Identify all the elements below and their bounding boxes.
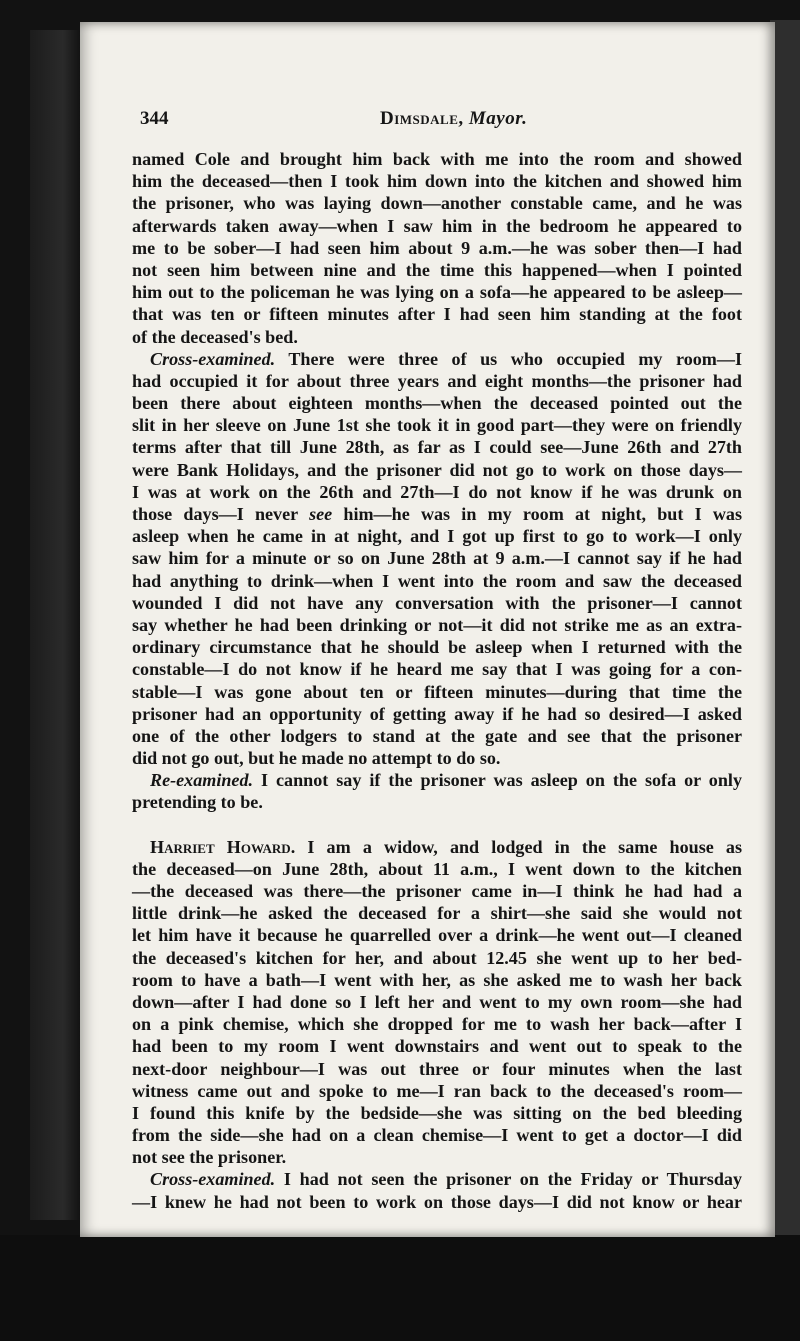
cross-examination-first-line bbox=[132, 1168, 742, 1190]
paragraph-gap bbox=[132, 814, 742, 836]
text-run: him—he was in my room at night, but I was bbox=[343, 504, 743, 524]
text-line: —I knew he had not been to work on those days—I did not know or hear bbox=[132, 1191, 742, 1212]
text-line: I was at work on the 26th and 27th—I do not know if he was drunk on bbox=[132, 481, 742, 502]
text-line: the deceased's kitchen for her, and about 12.45 she went up to her bed- bbox=[132, 947, 742, 968]
text-line: room to have a bath—I went with her, as she asked me to wash her back bbox=[132, 969, 742, 990]
text-line: say whether he had been drinking or not—it did not strike me as an extra- bbox=[132, 614, 742, 635]
text-line: stable—I was gone about ten or fifteen minutes—during that time the bbox=[132, 681, 742, 702]
text-line: him the deceased—then I took him down into the kitchen and showed him bbox=[132, 171, 742, 192]
text-line: from the side—she had on a clean chemise—I went to get a doctor—I did bbox=[132, 1125, 742, 1146]
re-examined-label: Re-examined. bbox=[150, 770, 254, 791]
book-left-edge bbox=[30, 30, 85, 1220]
text-line: saw him for a minute or so on June 28th at 9 a.m.—I cannot say if he had bbox=[132, 548, 742, 569]
page-number: 344 bbox=[140, 108, 169, 129]
text-line: the deceased—on June 28th, about 11 a.m., I went down to the kitchen bbox=[132, 858, 742, 879]
page-header bbox=[140, 108, 740, 136]
text-line: him out to the policeman he was lying on a sofa—he appeared to be asleep— bbox=[132, 282, 742, 303]
text-line: had been to my room I went downstairs and went out to speak to the bbox=[132, 1036, 742, 1057]
text-line: little drink—he asked the deceased for a shirt—she said she would not bbox=[132, 903, 742, 924]
text-line: let him have it because he quarrelled over a drink—he went out—I cleaned bbox=[132, 925, 742, 946]
text-line: constable—I do not know if he heard me say that I was going for a con- bbox=[132, 659, 742, 680]
text-line: slit in her sleeve on June 1st she took it in good part—they were on friendly bbox=[132, 415, 742, 436]
cross-examined-label: Cross-examined. bbox=[150, 1169, 276, 1190]
text-line: pretending to be. bbox=[132, 792, 263, 813]
text-run: I cannot say if the prisoner was asleep on the sofa or only bbox=[261, 770, 742, 791]
text-line: named Cole and brought him back with me into the room and showed bbox=[132, 149, 742, 169]
text-line: not see the prisoner. bbox=[132, 1147, 287, 1168]
scan-bottom-band bbox=[0, 1235, 800, 1341]
text-line: were Bank Holidays, and the prisoner did not go to work on those days— bbox=[132, 459, 742, 480]
body-text bbox=[132, 148, 742, 1213]
text-line: of the deceased's bed. bbox=[132, 326, 298, 347]
text-line: been there about eighteen months—when the deceased pointed out the bbox=[132, 393, 742, 414]
text-line: on a pink chemise, which she dropped for me to wash her back—after I bbox=[132, 1014, 742, 1035]
witness-first-line bbox=[132, 836, 742, 858]
running-head-title: Mayor. bbox=[468, 108, 528, 129]
re-examination-first-line bbox=[132, 769, 742, 791]
text-run: I am a widow, and lodged in the same house as bbox=[307, 836, 742, 857]
text-run: those days—I never bbox=[132, 504, 298, 524]
text-line: down—after I had done so I left her and went to my own room—she had bbox=[132, 991, 742, 1012]
text-line: had anything to drink—when I went into the room and saw the deceased bbox=[132, 570, 742, 591]
text-line: asleep when he came in at night, and I got up first to go to work—I only bbox=[132, 526, 742, 547]
text-line: —the deceased was there—the prisoner came in—I think he had had a bbox=[132, 881, 742, 901]
text-line: prisoner had an opportunity of getting away if he had so desired—I asked bbox=[132, 703, 742, 724]
text-run: There were three of us who occupied my room—I bbox=[288, 348, 742, 369]
running-head-name: Dimsdale, bbox=[380, 108, 464, 129]
text-line: terms after that till June 28th, as far as I could see—June 26th and 27th bbox=[132, 437, 742, 458]
text-line: wounded I did not have any conversation with the prisoner—I cannot bbox=[132, 592, 742, 613]
text-line: I found this knife by the bedside—she was sitting on the bed bleeding bbox=[132, 1102, 742, 1123]
witness-name: Harriet Howard. bbox=[150, 836, 296, 857]
text-line: did not go out, but he made no attempt to do so. bbox=[132, 748, 501, 769]
text-line: ordinary circumstance that he should be asleep when I returned with the bbox=[132, 637, 742, 658]
text-line: witness came out and spoke to me—I ran back to the deceased's room— bbox=[132, 1080, 742, 1101]
text-line: afterwards taken away—when I saw him in the bedroom he appeared to bbox=[132, 215, 742, 236]
cross-examined-label: Cross-examined. bbox=[150, 348, 276, 369]
text-line: not seen him between nine and the time this happened—when I pointed bbox=[132, 259, 742, 280]
text-line bbox=[132, 503, 742, 525]
running-head bbox=[380, 108, 527, 130]
cross-examination-first-line bbox=[132, 348, 742, 370]
text-line: the prisoner, who was laying down—another constable came, and he was bbox=[132, 193, 742, 214]
emphasis-see: see bbox=[309, 504, 333, 524]
text-line: that was ten or fifteen minutes after I had seen him standing at the foot bbox=[132, 304, 742, 325]
text-line: me to be sober—I had seen him about 9 a.m.—he was sober then—I had bbox=[132, 237, 742, 258]
text-line: next-door neighbour—I was out three or four minutes when the last bbox=[132, 1058, 742, 1079]
text-line: had occupied it for about three years and eight months—the prisoner had bbox=[132, 370, 742, 391]
book-page bbox=[80, 22, 775, 1237]
text-run: I had not seen the prisoner on the Friday or Thursday bbox=[283, 1169, 742, 1190]
text-line: one of the other lodgers to stand at the gate and see that the prisoner bbox=[132, 725, 742, 746]
